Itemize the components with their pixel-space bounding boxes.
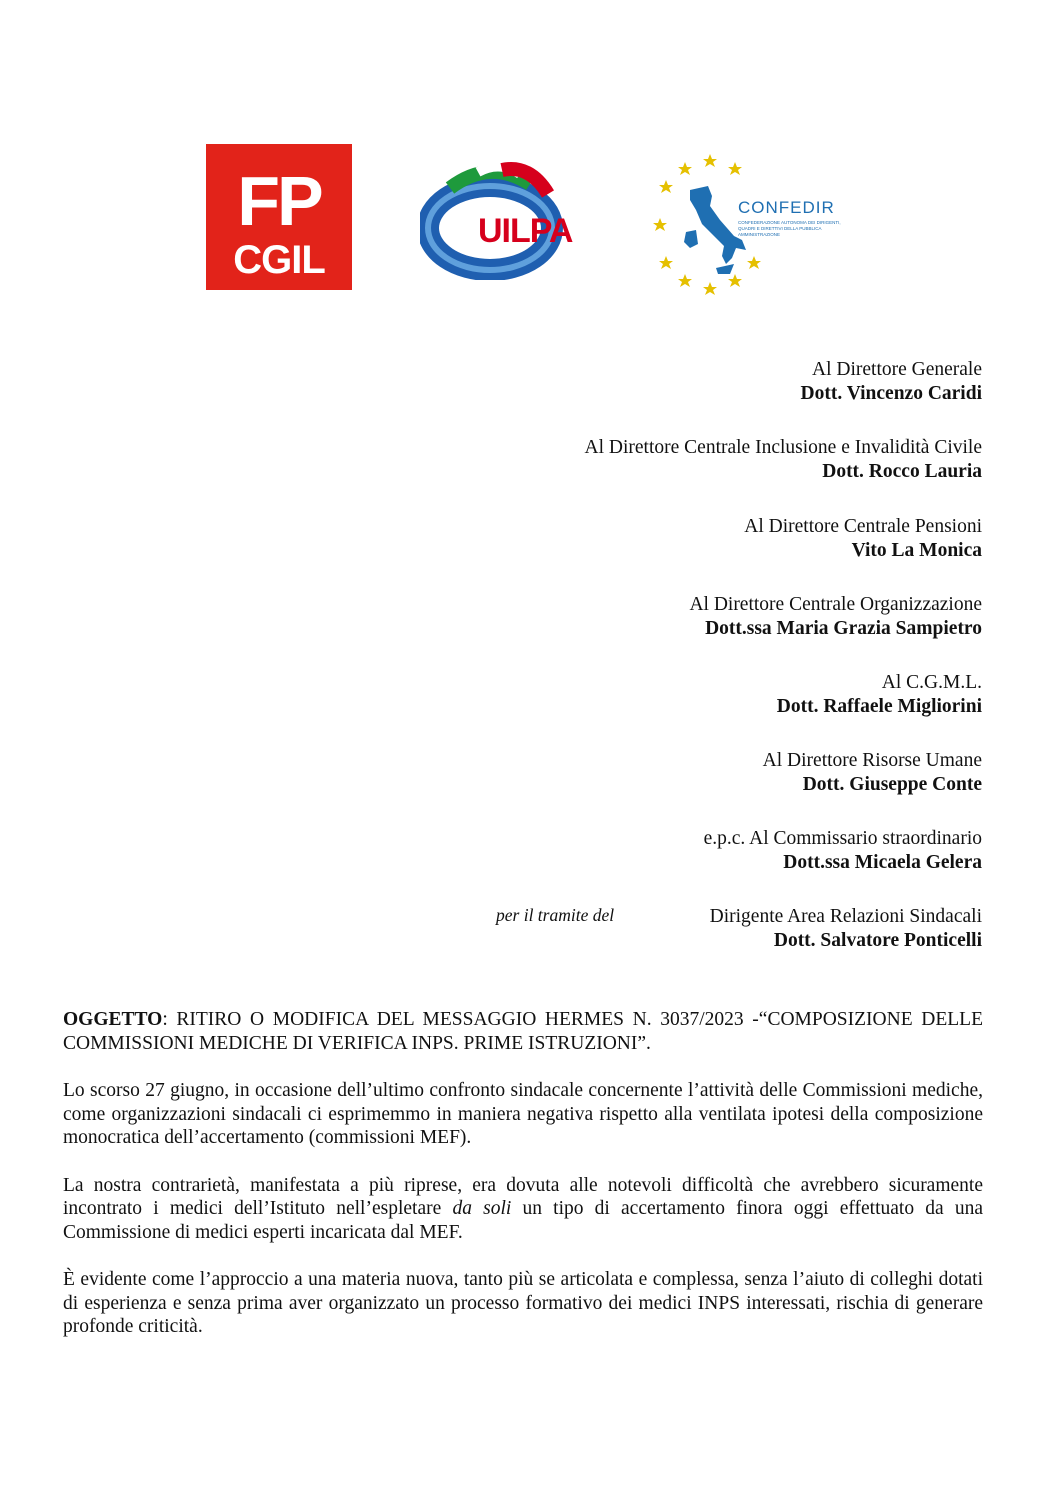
fp-cgil-logo bbox=[206, 144, 352, 290]
tramite-label: per il tramite del bbox=[496, 905, 615, 925]
recipient-role: Al Direttore Centrale Organizzazione bbox=[689, 594, 982, 615]
recipient-name: Dott. Raffaele Migliorini bbox=[776, 696, 982, 717]
paragraph-2 bbox=[63, 1174, 983, 1245]
recipient-name: Dott.ssa Maria Grazia Sampietro bbox=[705, 618, 982, 639]
confedir-logo bbox=[650, 140, 860, 300]
paragraph-3: È evidente come l’approccio a una materia nuova, tanto più se articolata e complessa, senza l’aiuto di colleghi dotati di esperienza e senza prima aver organizzato un processo formativo dei medici INPS interessati, rischia di generare profonde criticità. bbox=[63, 1269, 983, 1337]
recipient-name: Vito La Monica bbox=[851, 540, 982, 561]
recipient-name: Dott. Rocco Lauria bbox=[822, 461, 982, 482]
subject-text: : RITIRO O MODIFICA DEL MESSAGGIO HERMES N. 3037/2023 -“COMPOSIZIONE DELLE COMMISSIONI MEDICHE DI VERIFICA INPS. PRIME ISTRUZIONI”. bbox=[63, 1009, 983, 1054]
confedir-logo-text: CONFEDIR bbox=[738, 198, 835, 217]
recipient-inclusione-invalidita bbox=[585, 436, 982, 484]
recipient-role: Al C.G.M.L. bbox=[881, 672, 982, 693]
recipient-commissario bbox=[704, 827, 982, 875]
paragraph-1: Lo scorso 27 giugno, in occasione dell’ultimo confronto sindacale concernente l’attività delle Commissioni mediche, come organizzazioni sindacali ci esprimemmo in maniera negativa rispetto alla ventilata ipotesi della composizione monocratica dell’accertamento (commissioni MEF). bbox=[63, 1080, 983, 1148]
recipient-role: Dirigente Area Relazioni Sindacali bbox=[709, 906, 982, 927]
recipient-name: Dott. Salvatore Ponticelli bbox=[773, 930, 982, 951]
logo-header bbox=[0, 140, 1058, 300]
paragraph-2-part-2: un tipo di accertamento finora oggi effettuato da una Commissione di medici esperti incaricata dal MEF. bbox=[63, 1198, 983, 1243]
recipient-direttore-generale bbox=[801, 358, 982, 406]
letter-body bbox=[63, 1008, 983, 1363]
recipient-pensioni bbox=[744, 515, 982, 563]
confedir-logo-tagline: CONFEDERAZIONE AUTONOMA DEI DIRIGENTI, QUADRI E DIRETTIVI DELLA PUBBLICA AMMINISTRAZIONE bbox=[738, 220, 841, 237]
recipient-role: e.p.c. Al Commissario straordinario bbox=[703, 828, 982, 849]
paragraph-2-emphasis: da soli bbox=[452, 1198, 512, 1219]
subject-label: OGGETTO bbox=[63, 1009, 163, 1030]
recipient-role: Al Direttore Risorse Umane bbox=[762, 750, 982, 771]
recipient-name: Dott.ssa Micaela Gelera bbox=[783, 852, 982, 873]
uilpa-logo-text: UILPA bbox=[478, 212, 573, 250]
uilpa-logo bbox=[420, 150, 600, 280]
recipient-name: Dott. Giuseppe Conte bbox=[802, 774, 982, 795]
recipient-relazioni-sindacali bbox=[710, 905, 982, 953]
fp-cgil-logo-line1: FP bbox=[237, 162, 321, 240]
recipient-role: Al Direttore Centrale Inclusione e Invalidità Civile bbox=[584, 437, 982, 458]
paragraph-2-part-1: La nostra contrarietà, manifestata a più riprese, era dovuta alle notevoli difficoltà che avrebbero sicuramente incontrato i medici dell’Istituto nell’espletare bbox=[63, 1174, 983, 1219]
subject-line bbox=[63, 1008, 983, 1055]
recipient-cgml bbox=[777, 671, 982, 719]
recipient-risorse-umane bbox=[763, 749, 982, 797]
recipient-organizzazione bbox=[689, 593, 982, 641]
fp-cgil-logo-line2: CGIL bbox=[233, 238, 325, 282]
recipient-name: Dott. Vincenzo Caridi bbox=[800, 383, 982, 404]
recipient-role: Al Direttore Centrale Pensioni bbox=[744, 516, 982, 537]
recipient-role: Al Direttore Generale bbox=[812, 359, 982, 380]
